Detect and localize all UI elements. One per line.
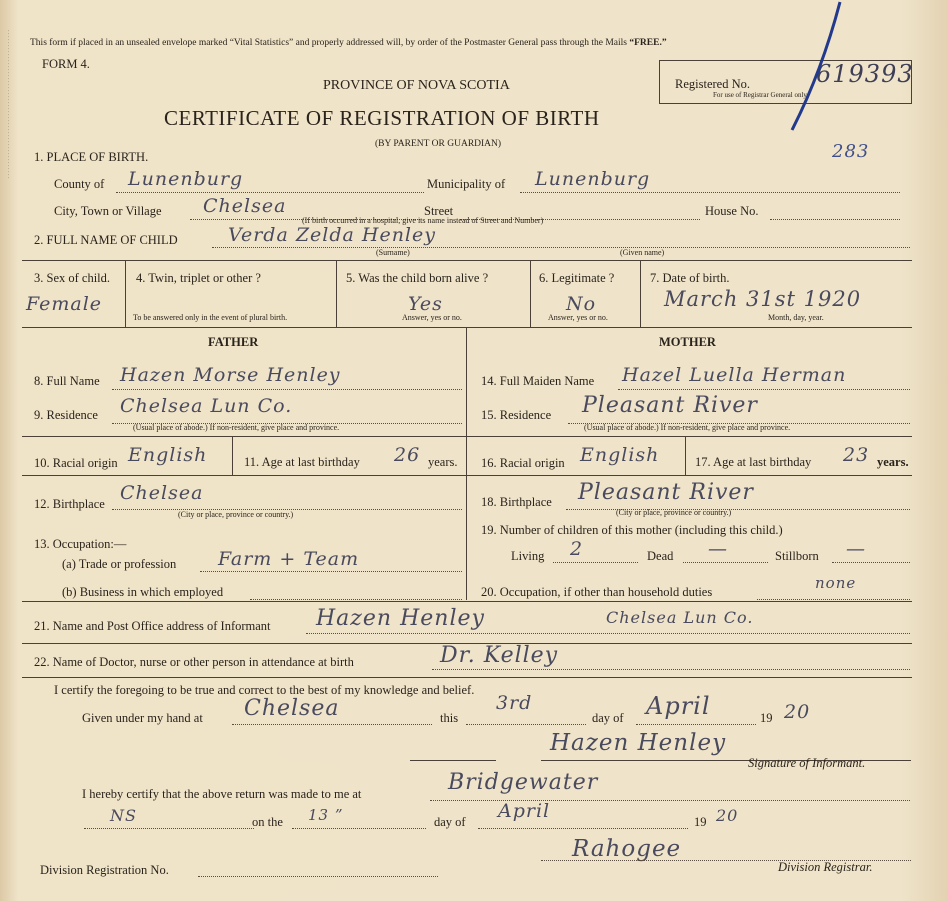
doctor-label: 22. Name of Doctor, nurse or other person in attendance at birth	[34, 655, 354, 669]
date-of-birth-note: Month, day, year.	[768, 313, 824, 322]
born-alive-note: Answer, yes or no.	[402, 313, 462, 322]
mother-age-years: years.	[877, 455, 909, 469]
given-month-value: April	[646, 692, 711, 720]
registrar-use-note: For use of Registrar General only.	[713, 91, 809, 99]
mother-living-value: 2	[570, 538, 584, 560]
child-name-value: Verda Zelda Henley	[228, 224, 436, 246]
given-at-label: Given under my hand at	[82, 711, 203, 725]
father-age-label: 11. Age at last birthday	[244, 455, 360, 469]
mother-residence-value: Pleasant River	[582, 393, 758, 418]
sex-value: Female	[26, 293, 103, 315]
mother-stillborn-label: Stillborn	[775, 549, 819, 563]
mother-birthplace-note: (City or place, province or country.)	[616, 508, 732, 517]
father-residence-label: 9. Residence	[34, 408, 98, 422]
mother-occupation-value: none	[815, 574, 857, 592]
sex-label: 3. Sex of child.	[34, 271, 111, 285]
father-birthplace-note: (City or place, province or country.)	[178, 510, 294, 519]
given-year-prefix: 19	[760, 711, 773, 725]
county-value: Lunenburg	[128, 168, 244, 190]
mother-residence-note: (Usual place of abode.) If non-resident, give place and province.	[584, 423, 791, 432]
father-name-value: Hazen Morse Henley	[120, 364, 341, 386]
given-day-of-label: day of	[592, 711, 624, 725]
county-label: County of	[54, 177, 105, 191]
mother-dead-value: —	[708, 538, 728, 560]
father-name-label: 8. Full Name	[34, 374, 100, 388]
father-birthplace-label: 12. Birthplace	[34, 497, 105, 511]
postal-notice-text: This form if placed in an unsealed envelope marked “Vital Statistics” and properly addressed will, by order of the Postmaster General pass through the Mails	[30, 38, 627, 48]
mother-residence-label: 15. Residence	[481, 408, 552, 422]
division-registration-label: Division Registration No.	[40, 863, 169, 877]
given-name-caption: (Given name)	[620, 248, 665, 257]
given-day-value: 3rd	[496, 692, 533, 714]
registrar-place-value: Bridgewater	[448, 770, 599, 795]
twin-note: To be answered only in the event of plural birth.	[133, 313, 288, 322]
given-this-label: this	[440, 711, 459, 725]
born-alive-label: 5. Was the child born alive ?	[346, 271, 489, 285]
form-number: FORM 4.	[42, 57, 90, 71]
mother-age-value: 23	[843, 444, 870, 466]
registrar-number-value: NS	[110, 806, 137, 825]
father-racial-value: English	[128, 444, 208, 466]
father-business-label: (b) Business in which employed	[62, 585, 224, 599]
legitimate-note: Answer, yes or no.	[548, 313, 608, 322]
city-value: Chelsea	[203, 195, 287, 217]
legitimate-value: No	[566, 293, 597, 315]
mother-heading: MOTHER	[659, 335, 716, 349]
registered-number-value: 619393	[816, 60, 914, 88]
mother-dead-label: Dead	[647, 549, 674, 563]
municipality-label: Municipality of	[427, 177, 506, 191]
registrar-on-the-label: on the	[252, 815, 283, 829]
mother-birthplace-value: Pleasant River	[578, 480, 754, 505]
informant-label: 21. Name and Post Office address of Informant	[34, 619, 271, 633]
father-residence-note: (Usual place of abode.) If non-resident, give place and province.	[133, 423, 340, 432]
born-alive-value: Yes	[408, 293, 443, 315]
registrar-month-value: April	[498, 800, 551, 822]
father-age-value: 26	[394, 444, 421, 466]
informant-signature-caption: Signature of Informant.	[748, 756, 866, 770]
registered-number-label: Registered No.	[675, 77, 750, 91]
father-age-years: years.	[428, 455, 458, 469]
hospital-note: (If birth occurred in a hospital, give its name instead of Street and Number)	[302, 216, 544, 225]
mother-birthplace-label: 18. Birthplace	[481, 495, 552, 509]
registrar-day-of-label: day of	[434, 815, 466, 829]
registrar-day-value: 13 ”	[308, 806, 344, 824]
mother-age-label: 17. Age at last birthday	[695, 455, 812, 469]
father-trade-label: (a) Trade or profession	[62, 557, 177, 571]
mother-name-label: 14. Full Maiden Name	[481, 374, 595, 388]
registrar-statement: I hereby certify that the above return was made to me at	[82, 787, 362, 801]
mother-children-label: 19. Number of children of this mother (including this child.)	[481, 523, 783, 537]
father-trade-value: Farm + Team	[218, 548, 360, 570]
mother-racial-label: 16. Racial origin	[481, 456, 565, 470]
informant-address-value: Chelsea Lun Co.	[606, 608, 754, 627]
municipality-value: Lunenburg	[535, 168, 651, 190]
margin-number: 283	[832, 141, 870, 162]
mother-occupation-label: 20. Occupation, if other than household duties	[481, 585, 713, 599]
mother-living-label: Living	[511, 549, 545, 563]
child-name-label: 2. FULL NAME OF CHILD	[34, 233, 178, 247]
division-registrar-caption: Division Registrar.	[778, 860, 873, 874]
legitimate-label: 6. Legitimate ?	[539, 271, 615, 285]
surname-caption: (Surname)	[376, 248, 410, 257]
informant-name-value: Hazen Henley	[316, 606, 485, 631]
date-of-birth-value: March 31st 1920	[664, 287, 862, 311]
given-year-value: 20	[784, 701, 811, 723]
informant-signature: Hazen Henley	[550, 730, 727, 756]
certificate-subtitle: (BY PARENT OR GUARDIAN)	[375, 139, 502, 149]
father-occupation-label: 13. Occupation:—	[34, 537, 127, 551]
certificate-title: CERTIFICATE OF REGISTRATION OF BIRTH	[164, 106, 600, 130]
mother-racial-value: English	[580, 444, 660, 466]
certify-statement: I certify the foregoing to be true and correct to the best of my knowledge and belief.	[54, 683, 475, 697]
province-heading: PROVINCE OF NOVA SCOTIA	[323, 78, 510, 93]
given-at-place: Chelsea	[244, 696, 340, 721]
torn-edge-margin: . . . . . . . . . . . . . . . . . . . . . . . . . . . . . . . . . . . . . . . . . . . . . . . . . .	[6, 30, 12, 179]
father-racial-label: 10. Racial origin	[34, 456, 118, 470]
city-label: City, Town or Village	[54, 204, 162, 218]
registrar-year-prefix: 19	[694, 815, 707, 829]
mother-name-value: Hazel Luella Herman	[622, 364, 847, 386]
father-birthplace-value: Chelsea	[120, 482, 204, 504]
house-number-label: House No.	[705, 204, 759, 218]
postal-notice-free: “FREE.”	[629, 38, 667, 48]
father-heading: FATHER	[208, 335, 259, 349]
pen-stroke-mark	[780, 0, 850, 140]
mother-stillborn-value: —	[846, 538, 866, 560]
postal-notice	[30, 38, 667, 48]
division-registrar-signature: Rahogee	[572, 836, 682, 862]
registrar-year-value: 20	[716, 806, 739, 825]
date-of-birth-label: 7. Date of birth.	[650, 271, 730, 285]
father-residence-value: Chelsea Lun Co.	[120, 395, 293, 417]
doctor-value: Dr. Kelley	[440, 643, 559, 668]
place-of-birth-label: 1. PLACE OF BIRTH.	[34, 150, 149, 164]
street-label: Street	[424, 204, 454, 218]
twin-label: 4. Twin, triplet or other ?	[136, 271, 261, 285]
